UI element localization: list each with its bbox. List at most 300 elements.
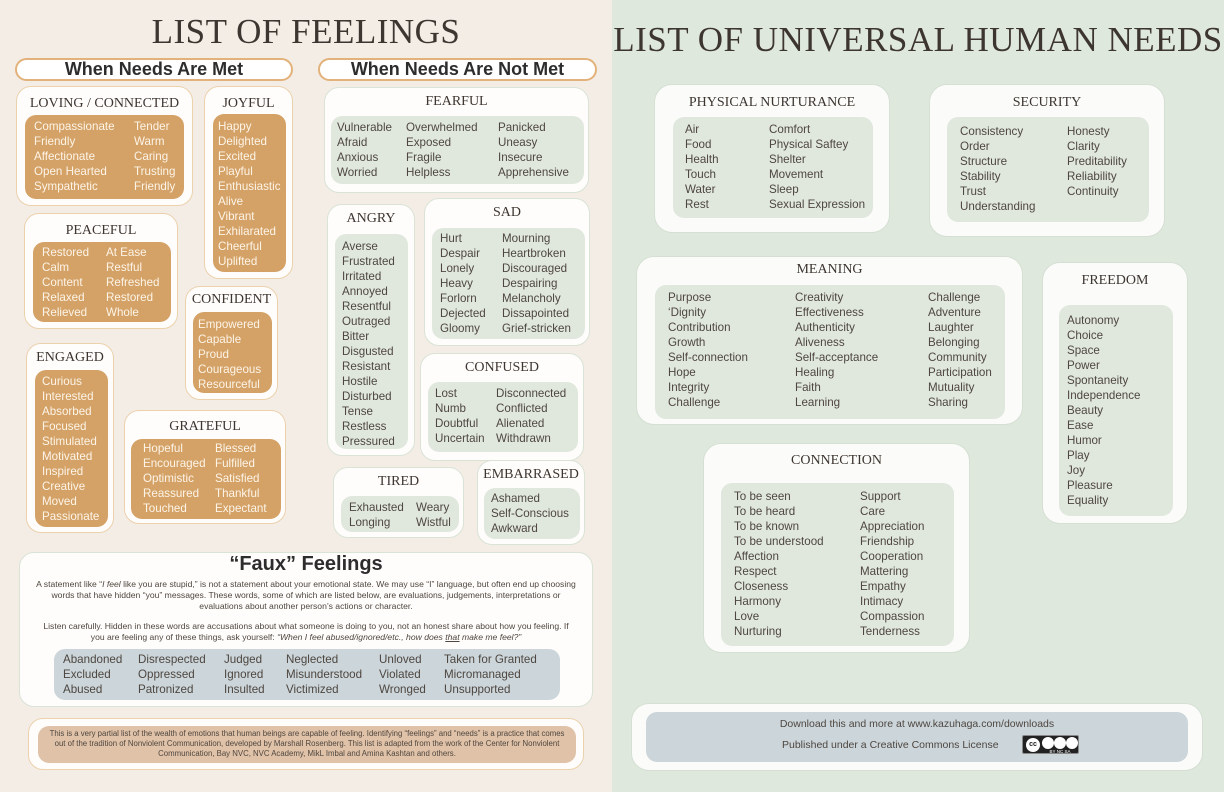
- word: Self-acceptance: [795, 351, 879, 364]
- word: Structure: [960, 155, 1008, 168]
- word: Closeness: [734, 580, 789, 593]
- word: Calm: [42, 261, 70, 274]
- card-title: SAD: [492, 205, 521, 220]
- word: Annoyed: [342, 285, 388, 298]
- word: Mutuality: [928, 381, 975, 394]
- card-footnote: [28, 718, 584, 770]
- word: Hope: [668, 366, 696, 379]
- word: Relaxed: [42, 291, 85, 304]
- word: Focused: [42, 420, 87, 433]
- word: Rest: [685, 198, 709, 211]
- word-column: [734, 489, 824, 639]
- word: Taken for Granted: [444, 653, 537, 666]
- word: Warm: [134, 135, 165, 148]
- word: Creative: [42, 480, 86, 493]
- word: Sleep: [769, 183, 799, 196]
- card-title: MEANING: [796, 262, 863, 277]
- card-angry: [327, 204, 415, 456]
- card-loving-connected: [16, 86, 193, 206]
- word: Refreshed: [106, 276, 160, 289]
- word-column: [337, 120, 392, 180]
- word: Appreciation: [860, 520, 925, 533]
- word-pane: [25, 115, 184, 199]
- word: Friendly: [34, 135, 76, 148]
- word: Intimacy: [860, 595, 904, 608]
- word: At Ease: [106, 246, 147, 259]
- word: Open Hearted: [34, 165, 107, 178]
- word: Anxious: [337, 151, 379, 164]
- word: Insecure: [498, 151, 543, 164]
- word: Self-Conscious: [491, 507, 569, 520]
- word: Laughter: [928, 321, 974, 334]
- card-title: EMBARRASED: [483, 467, 579, 482]
- word: Ashamed: [491, 492, 540, 505]
- word: Absorbed: [42, 405, 92, 418]
- word: Spontaneity: [1067, 374, 1129, 387]
- word: Wistful: [416, 516, 451, 529]
- card-meaning: [636, 256, 1023, 425]
- word: Stimulated: [42, 435, 97, 448]
- cc-icons-label: BY NC SA: [1049, 749, 1071, 754]
- word: Cheerful: [218, 240, 262, 253]
- word: Faith: [795, 381, 821, 394]
- word-pane: [721, 483, 954, 646]
- faux-paragraph-2: [36, 621, 576, 643]
- word: Community: [928, 351, 987, 364]
- word: Weary: [416, 501, 450, 514]
- word: Expectant: [215, 502, 267, 515]
- word: Resourceful: [198, 378, 260, 391]
- faux-title: “Faux” Feelings: [229, 553, 383, 575]
- word: Inspired: [42, 465, 84, 478]
- download-link[interactable]: Download this and more at www.kazuhaga.com/downloads: [779, 718, 1055, 730]
- word: Restless: [342, 420, 387, 433]
- text: that: [445, 632, 460, 643]
- word: Excited: [218, 150, 257, 163]
- faux-paragraph-1: [36, 579, 576, 613]
- word: Moved: [42, 495, 77, 508]
- needs-met-heading: When Needs Are Met: [15, 58, 293, 81]
- word: Disconnected: [496, 387, 567, 400]
- word: Unsupported: [444, 683, 511, 696]
- word: Frustrated: [342, 255, 395, 268]
- word: To be heard: [734, 505, 796, 518]
- word: Excluded: [63, 668, 111, 681]
- word: Helpless: [406, 166, 451, 179]
- word: Gloomy: [440, 322, 480, 335]
- word-column: [685, 122, 719, 212]
- word: Choice: [1067, 329, 1104, 342]
- word-column: [134, 119, 175, 194]
- word: Uneasy: [498, 136, 538, 149]
- word-pane: [673, 117, 873, 218]
- card-peaceful: [24, 213, 178, 329]
- word-column: [379, 652, 426, 697]
- card-title: FEARFUL: [425, 94, 488, 109]
- word-pane: [655, 285, 1005, 419]
- word: Awkward: [491, 522, 538, 535]
- word: Empathy: [860, 580, 906, 593]
- word: Hostile: [342, 375, 378, 388]
- word-column: [342, 239, 395, 449]
- word: Hurt: [440, 232, 462, 245]
- word: Sympathetic: [34, 180, 98, 193]
- word: Whole: [106, 306, 139, 319]
- word: Cooperation: [860, 550, 924, 563]
- word-pane: [33, 242, 171, 322]
- word: Affectionate: [34, 150, 96, 163]
- creative-commons-badge[interactable]: [1022, 735, 1079, 754]
- word: Irritated: [342, 270, 382, 283]
- word-column: [143, 441, 206, 516]
- word: Contribution: [668, 321, 731, 334]
- word: Movement: [769, 168, 824, 181]
- word: Encouraged: [143, 457, 206, 470]
- card-title: ENGAGED: [36, 350, 104, 365]
- word: Air: [685, 123, 700, 136]
- word: Capable: [198, 333, 242, 346]
- word: Fragile: [406, 151, 442, 164]
- word: Authenticity: [795, 321, 855, 334]
- word-column: [1067, 313, 1141, 508]
- word: To be seen: [734, 490, 791, 503]
- word-column: [406, 120, 478, 180]
- word: Pressured: [342, 435, 395, 448]
- word-column: [491, 491, 569, 536]
- word: Integrity: [668, 381, 710, 394]
- word: Restored: [42, 246, 90, 259]
- word: Patronized: [138, 683, 194, 696]
- word: Lonely: [440, 262, 475, 275]
- word: Independence: [1067, 389, 1141, 402]
- word: Purpose: [668, 291, 712, 304]
- word-column: [286, 652, 362, 697]
- card-fearful: [324, 87, 589, 193]
- card-title: ANGRY: [346, 211, 396, 226]
- word: Heavy: [440, 277, 473, 290]
- word-column: [63, 652, 122, 697]
- word-column: [42, 374, 99, 524]
- word: Challenge: [928, 291, 981, 304]
- word: Discouraged: [502, 262, 568, 275]
- word: Order: [960, 140, 990, 153]
- word: Self-connection: [668, 351, 748, 364]
- word: Vulnerable: [337, 121, 393, 134]
- word: Delighted: [218, 135, 267, 148]
- text: make me feel?”: [459, 632, 522, 643]
- word: Disrespected: [138, 653, 206, 666]
- word: Support: [860, 490, 901, 503]
- word-column: [34, 119, 115, 194]
- word: Mattering: [860, 565, 909, 578]
- word: Doubtful: [435, 417, 479, 430]
- word: Abused: [63, 683, 103, 696]
- word: Nurturing: [734, 625, 782, 638]
- word-column: [795, 290, 878, 410]
- word: Dissapointed: [502, 307, 570, 320]
- card-confused: [420, 353, 584, 461]
- sharealike-icon: [1066, 737, 1078, 749]
- word: Effectiveness: [795, 306, 864, 319]
- word-column: [198, 317, 261, 392]
- word: Afraid: [337, 136, 368, 149]
- card-title: CONFIDENT: [191, 292, 272, 307]
- word-column: [502, 231, 571, 336]
- word-column: [224, 652, 265, 697]
- word-column: [440, 231, 486, 336]
- word: Continuity: [1067, 185, 1119, 198]
- card-title: CONNECTION: [791, 453, 882, 468]
- word: Unloved: [379, 653, 422, 666]
- word: Growth: [668, 336, 706, 349]
- word-column: [960, 124, 1035, 214]
- word: Lost: [435, 387, 457, 400]
- word: Sharing: [928, 396, 968, 409]
- word: Content: [42, 276, 83, 289]
- word-pane: [213, 114, 286, 272]
- word: Happy: [218, 120, 252, 133]
- text: Listen carefully. Hidden in these words are accusations about what someone is doing to you, not an honest share about how you feeling. If you are feeling any of these things, ask yourself:: [43, 621, 569, 643]
- footnote-text: This is a very partial list of the wealth of emotions that human beings are capable of feeling. Identifying “feelings” and “needs” is a practice that comes out of the tradition of Nonviolent Communication, developed by Marshall Rosenberg. This list is adapted from the work of the Center for Nonviolent Communication, Bay NVC, NVC Academy, MikL Imbal and Amina Kashtan and others.: [49, 729, 565, 759]
- word-pane: [947, 117, 1149, 222]
- word: Physical Saftey: [769, 138, 849, 151]
- word: Friendly: [134, 180, 176, 193]
- card-title: LOVING / CONNECTED: [29, 96, 180, 111]
- text: like you are stupid,” is not a statement about your emotional state. We may use “I” language, but often end up choosing words that have hidden “you” messages. These words, some of which are listed below, are evaluations, judgements, interpretations or evaluations about another person’s actions or character.: [51, 579, 576, 612]
- word: Dejected: [440, 307, 486, 320]
- word: To be known: [734, 520, 800, 533]
- word: Melancholy: [502, 292, 561, 305]
- word: Affection: [734, 550, 779, 563]
- word-column: [106, 245, 160, 320]
- word: Water: [685, 183, 716, 196]
- word: Insulted: [224, 683, 265, 696]
- card-title: SECURITY: [1012, 95, 1082, 110]
- word: Vibrant: [218, 210, 255, 223]
- word: Honesty: [1067, 125, 1110, 138]
- word: Touch: [685, 168, 716, 181]
- attribution-icon: [1042, 737, 1054, 749]
- card-sad: [424, 198, 590, 346]
- word: Wronged: [379, 683, 426, 696]
- word: Victimized: [286, 683, 339, 696]
- word: Judged: [224, 653, 263, 666]
- word: Resentful: [342, 300, 391, 313]
- card-connection: [703, 443, 970, 653]
- word: Withdrawn: [496, 432, 551, 445]
- card-embarrased: [477, 460, 585, 545]
- word: Restful: [106, 261, 143, 274]
- word-pane: [54, 649, 560, 700]
- word: Touched: [143, 502, 187, 515]
- word: Disturbed: [342, 390, 392, 403]
- word: Grief-stricken: [502, 322, 571, 335]
- word: Mourning: [502, 232, 551, 245]
- word: Belonging: [928, 336, 980, 349]
- word-column: [928, 290, 992, 410]
- word: Pleasure: [1067, 479, 1113, 492]
- word: Harmony: [734, 595, 782, 608]
- word: Stability: [960, 170, 1001, 183]
- word-pane: [341, 496, 459, 532]
- word: Heartbroken: [502, 247, 566, 260]
- word: Playful: [218, 165, 253, 178]
- word: Blessed: [215, 442, 257, 455]
- word: Love: [734, 610, 760, 623]
- word: Curious: [42, 375, 82, 388]
- word: Numb: [435, 402, 466, 415]
- word: Misunderstood: [286, 668, 363, 681]
- word: Bitter: [342, 330, 370, 343]
- word: Participation: [928, 366, 992, 379]
- word: Shelter: [769, 153, 806, 166]
- card-title: GRATEFUL: [169, 419, 241, 434]
- word: Fulfilled: [215, 457, 255, 470]
- word: Aliveness: [795, 336, 845, 349]
- word: Despair: [440, 247, 480, 260]
- word: Oppressed: [138, 668, 195, 681]
- word: Micromanaged: [444, 668, 521, 681]
- word: Conflicted: [496, 402, 548, 415]
- cc-logo-icon: cc: [1026, 738, 1040, 752]
- word-column: [349, 500, 404, 530]
- word: Interested: [42, 390, 94, 403]
- text: “When I feel abused/ignored/etc., how does: [277, 632, 446, 643]
- word-column: [496, 386, 566, 446]
- word: Worried: [337, 166, 378, 179]
- word: Enthusiastic: [218, 180, 281, 193]
- word: Play: [1067, 449, 1090, 462]
- word: Adventure: [928, 306, 981, 319]
- card-freedom: [1042, 262, 1188, 524]
- word-column: [1067, 124, 1127, 199]
- card-security: [929, 84, 1165, 237]
- word-column: [138, 652, 206, 697]
- word: Forlorn: [440, 292, 477, 305]
- word: Compassion: [860, 610, 925, 623]
- word: Autonomy: [1067, 314, 1120, 327]
- word: Challenge: [668, 396, 721, 409]
- word-column: [218, 119, 281, 269]
- word: Satisfied: [215, 472, 260, 485]
- word: Tense: [342, 405, 373, 418]
- license-text: Published under a Creative Commons License: [782, 739, 999, 751]
- word: Healing: [795, 366, 835, 379]
- word: Compassionate: [34, 120, 115, 133]
- word: Reassured: [143, 487, 200, 500]
- needs-not-met-heading: When Needs Are Not Met: [318, 58, 597, 81]
- word: Beauty: [1067, 404, 1104, 417]
- noncommercial-icon: [1054, 737, 1066, 749]
- word: Ignored: [224, 668, 264, 681]
- word: Empowered: [198, 318, 260, 331]
- word: Apprehensive: [498, 166, 569, 179]
- word: Alive: [218, 195, 244, 208]
- word-pane: [331, 116, 584, 184]
- word-pane: [432, 228, 585, 339]
- card-engaged: [26, 343, 114, 533]
- word: Relieved: [42, 306, 88, 319]
- card-title: PEACEFUL: [65, 223, 137, 238]
- word-column: [435, 386, 485, 446]
- word-pane: [335, 234, 408, 449]
- word: ‘Dignity: [668, 306, 707, 319]
- word: Thankful: [215, 487, 260, 500]
- word: Sexual Expression: [769, 198, 866, 211]
- needs-title: LIST OF UNIVERSAL HUMAN NEEDS: [613, 20, 1223, 59]
- card-confident: [185, 286, 278, 400]
- word-column: [769, 122, 865, 212]
- word: Joy: [1067, 464, 1086, 477]
- word: Averse: [342, 240, 378, 253]
- word: Friendship: [860, 535, 915, 548]
- word: Longing: [349, 516, 391, 529]
- word: Overwhelmed: [406, 121, 478, 134]
- download-pane: [646, 712, 1188, 762]
- word: Trusting: [134, 165, 176, 178]
- footnote-pane: [38, 726, 576, 763]
- word: Power: [1067, 359, 1100, 372]
- word: Health: [685, 153, 719, 166]
- word: Space: [1067, 344, 1100, 357]
- word: Learning: [795, 396, 841, 409]
- word: Food: [685, 138, 712, 151]
- card-title: JOYFUL: [222, 96, 275, 111]
- word: Care: [860, 505, 886, 518]
- word: Motivated: [42, 450, 93, 463]
- word-column: [42, 245, 89, 320]
- word-pane: [131, 439, 281, 519]
- word: Creativity: [795, 291, 844, 304]
- card-faux-feelings: [19, 552, 593, 707]
- word: Proud: [198, 348, 229, 361]
- word-pane: [35, 370, 108, 527]
- word: Optimistic: [143, 472, 194, 485]
- card-joyful: [204, 86, 293, 279]
- card-physical-nurturance: [654, 84, 890, 233]
- word: Uplifted: [218, 255, 258, 268]
- feelings-title: LIST OF FEELINGS: [151, 12, 461, 51]
- card-title: CONFUSED: [465, 360, 539, 375]
- word: Restored: [106, 291, 154, 304]
- word-pane: [428, 382, 578, 452]
- word: Clarity: [1067, 140, 1100, 153]
- word: Tenderness: [860, 625, 920, 638]
- word: Ease: [1067, 419, 1094, 432]
- word: Disgusted: [342, 345, 394, 358]
- word: Hopeful: [143, 442, 183, 455]
- text: I feel: [102, 579, 121, 589]
- card-grateful: [124, 410, 286, 524]
- word-pane: [1059, 305, 1173, 516]
- word: Respect: [734, 565, 777, 578]
- word-column: [416, 500, 451, 530]
- word-column: [444, 652, 537, 697]
- word: Resistant: [342, 360, 391, 373]
- word: Exposed: [406, 136, 452, 149]
- word: Reliability: [1067, 170, 1117, 183]
- word-column: [860, 489, 924, 639]
- word: Alienated: [496, 417, 545, 430]
- card-tired: [333, 467, 464, 538]
- text: A statement like “: [36, 579, 103, 589]
- word: Violated: [379, 668, 421, 681]
- word: Passionate: [42, 510, 100, 523]
- word-column: [498, 120, 569, 180]
- needs-page: [612, 0, 1224, 792]
- word-column: [215, 441, 267, 516]
- card-download: [631, 703, 1203, 771]
